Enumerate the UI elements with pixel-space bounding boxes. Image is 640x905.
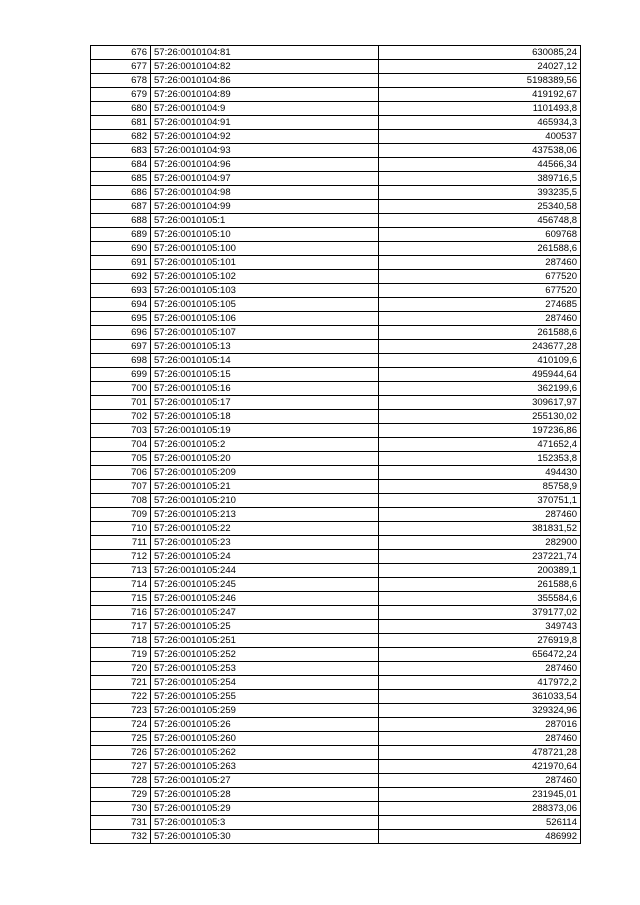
table-row (91, 816, 581, 830)
row-number-cell: 682 (91, 130, 151, 144)
row-number-cell: 729 (91, 788, 151, 802)
row-number-cell: 705 (91, 452, 151, 466)
cadastral-value-cell: 287016 (379, 718, 581, 732)
cadastral-number-cell: 57:26:0010104:81 (151, 46, 379, 60)
row-number-cell: 707 (91, 480, 151, 494)
row-number-cell: 683 (91, 144, 151, 158)
table-row (91, 606, 581, 620)
row-number-cell: 694 (91, 298, 151, 312)
cadastral-number-cell: 57:26:0010105:263 (151, 760, 379, 774)
cadastral-number-cell: 57:26:0010105:251 (151, 634, 379, 648)
cadastral-value-cell: 287460 (379, 732, 581, 746)
cadastral-number-cell: 57:26:0010105:244 (151, 564, 379, 578)
table-row (91, 382, 581, 396)
table-row (91, 116, 581, 130)
cadastral-value-cell: 282900 (379, 536, 581, 550)
cadastral-number-cell: 57:26:0010105:28 (151, 788, 379, 802)
table-row (91, 690, 581, 704)
row-number-cell: 719 (91, 648, 151, 662)
cadastral-number-cell: 57:26:0010104:93 (151, 144, 379, 158)
table-row (91, 186, 581, 200)
cadastral-value-cell: 417972,2 (379, 676, 581, 690)
row-number-cell: 709 (91, 508, 151, 522)
table-row (91, 368, 581, 382)
table-row (91, 620, 581, 634)
cadastral-value-cell: 261588,6 (379, 326, 581, 340)
row-number-cell: 706 (91, 466, 151, 480)
cadastral-number-cell: 57:26:0010105:21 (151, 480, 379, 494)
cadastral-value-cell: 609768 (379, 228, 581, 242)
row-number-cell: 730 (91, 802, 151, 816)
row-number-cell: 726 (91, 746, 151, 760)
cadastral-number-cell: 57:26:0010104:98 (151, 186, 379, 200)
cadastral-value-cell: 200389,1 (379, 564, 581, 578)
cadastral-number-cell: 57:26:0010105:17 (151, 396, 379, 410)
table-row (91, 270, 581, 284)
row-number-cell: 678 (91, 74, 151, 88)
cadastral-number-cell: 57:26:0010104:99 (151, 200, 379, 214)
table-row (91, 788, 581, 802)
cadastral-value-cell: 309617,97 (379, 396, 581, 410)
row-number-cell: 701 (91, 396, 151, 410)
row-number-cell: 728 (91, 774, 151, 788)
table-row (91, 508, 581, 522)
cadastral-number-cell: 57:26:0010105:105 (151, 298, 379, 312)
cadastral-value-cell: 677520 (379, 270, 581, 284)
cadastral-number-cell: 57:26:0010105:213 (151, 508, 379, 522)
table-row (91, 144, 581, 158)
cadastral-value-cell: 471652,4 (379, 438, 581, 452)
cadastral-value-cell: 1101493,8 (379, 102, 581, 116)
cadastral-value-cell: 400537 (379, 130, 581, 144)
row-number-cell: 692 (91, 270, 151, 284)
cadastral-number-cell: 57:26:0010105:106 (151, 312, 379, 326)
cadastral-value-cell: 410109,6 (379, 354, 581, 368)
row-number-cell: 691 (91, 256, 151, 270)
row-number-cell: 677 (91, 60, 151, 74)
cadastral-number-cell: 57:26:0010105:29 (151, 802, 379, 816)
cadastral-value-cell: 381831,52 (379, 522, 581, 536)
cadastral-number-cell: 57:26:0010105:103 (151, 284, 379, 298)
cadastral-number-cell: 57:26:0010105:14 (151, 354, 379, 368)
row-number-cell: 722 (91, 690, 151, 704)
row-number-cell: 687 (91, 200, 151, 214)
row-number-cell: 725 (91, 732, 151, 746)
table-row (91, 466, 581, 480)
table-row (91, 494, 581, 508)
table-row (91, 676, 581, 690)
row-number-cell: 684 (91, 158, 151, 172)
row-number-cell: 679 (91, 88, 151, 102)
table-row (91, 774, 581, 788)
cadastral-value-cell: 456748,8 (379, 214, 581, 228)
cadastral-number-cell: 57:26:0010105:16 (151, 382, 379, 396)
cadastral-number-cell: 57:26:0010105:23 (151, 536, 379, 550)
cadastral-value-cell: 361033,54 (379, 690, 581, 704)
cadastral-value-cell: 494430 (379, 466, 581, 480)
table-row (91, 480, 581, 494)
cadastral-number-cell: 57:26:0010105:246 (151, 592, 379, 606)
table-row (91, 256, 581, 270)
row-number-cell: 688 (91, 214, 151, 228)
cadastral-value-cell: 255130,02 (379, 410, 581, 424)
row-number-cell: 700 (91, 382, 151, 396)
table-row (91, 158, 581, 172)
cadastral-value-cell: 389716,5 (379, 172, 581, 186)
cadastral-number-cell: 57:26:0010105:10 (151, 228, 379, 242)
row-number-cell: 713 (91, 564, 151, 578)
table-row (91, 74, 581, 88)
row-number-cell: 703 (91, 424, 151, 438)
cadastral-value-cell: 287460 (379, 256, 581, 270)
cadastral-number-cell: 57:26:0010105:254 (151, 676, 379, 690)
cadastral-number-cell: 57:26:0010105:3 (151, 816, 379, 830)
cadastral-value-cell: 261588,6 (379, 578, 581, 592)
table-row (91, 396, 581, 410)
cadastral-number-cell: 57:26:0010104:97 (151, 172, 379, 186)
table-row (91, 88, 581, 102)
row-number-cell: 732 (91, 830, 151, 844)
table-row (91, 704, 581, 718)
cadastral-value-cell: 393235,5 (379, 186, 581, 200)
table-row (91, 634, 581, 648)
cadastral-number-cell: 57:26:0010104:96 (151, 158, 379, 172)
row-number-cell: 696 (91, 326, 151, 340)
cadastral-number-cell: 57:26:0010105:260 (151, 732, 379, 746)
row-number-cell: 699 (91, 368, 151, 382)
cadastral-value-cell: 630085,24 (379, 46, 581, 60)
cadastral-number-cell: 57:26:0010105:19 (151, 424, 379, 438)
cadastral-number-cell: 57:26:0010105:27 (151, 774, 379, 788)
cadastral-value-cell: 329324,96 (379, 704, 581, 718)
cadastral-number-cell: 57:26:0010105:245 (151, 578, 379, 592)
cadastral-value-cell: 526114 (379, 816, 581, 830)
row-number-cell: 712 (91, 550, 151, 564)
table-row (91, 550, 581, 564)
cadastral-value-cell: 486992 (379, 830, 581, 844)
cadastral-number-cell: 57:26:0010105:262 (151, 746, 379, 760)
cadastral-value-cell: 656472,24 (379, 648, 581, 662)
cadastral-number-cell: 57:26:0010105:210 (151, 494, 379, 508)
cadastral-number-cell: 57:26:0010105:22 (151, 522, 379, 536)
cadastral-value-cell: 379177,02 (379, 606, 581, 620)
cadastral-value-cell: 5198389,56 (379, 74, 581, 88)
cadastral-number-cell: 57:26:0010105:13 (151, 340, 379, 354)
table-body (91, 46, 581, 844)
cadastral-value-cell: 24027,12 (379, 60, 581, 74)
cadastral-number-cell: 57:26:0010105:2 (151, 438, 379, 452)
row-number-cell: 686 (91, 186, 151, 200)
table-row (91, 536, 581, 550)
cadastral-number-cell: 57:26:0010105:18 (151, 410, 379, 424)
cadastral-value-cell: 349743 (379, 620, 581, 634)
cadastral-value-cell: 419192,67 (379, 88, 581, 102)
cadastral-number-cell: 57:26:0010105:15 (151, 368, 379, 382)
cadastral-number-cell: 57:26:0010104:86 (151, 74, 379, 88)
cadastral-number-cell: 57:26:0010105:247 (151, 606, 379, 620)
table-row (91, 60, 581, 74)
cadastral-value-cell: 261588,6 (379, 242, 581, 256)
cadastral-number-cell: 57:26:0010105:259 (151, 704, 379, 718)
cadastral-number-cell: 57:26:0010104:91 (151, 116, 379, 130)
table-row (91, 46, 581, 60)
table-row (91, 172, 581, 186)
cadastral-value-cell: 362199,6 (379, 382, 581, 396)
table-row (91, 802, 581, 816)
table-row (91, 648, 581, 662)
table-row (91, 564, 581, 578)
row-number-cell: 715 (91, 592, 151, 606)
cadastral-value-cell: 465934,3 (379, 116, 581, 130)
table-row (91, 592, 581, 606)
row-number-cell: 698 (91, 354, 151, 368)
row-number-cell: 718 (91, 634, 151, 648)
cadastral-value-cell: 243677,28 (379, 340, 581, 354)
cadastral-number-cell: 57:26:0010104:92 (151, 130, 379, 144)
cadastral-value-cell: 152353,8 (379, 452, 581, 466)
table-row (91, 760, 581, 774)
table-row (91, 662, 581, 676)
table-row (91, 340, 581, 354)
table-row (91, 326, 581, 340)
cadastral-value-cell: 237221,74 (379, 550, 581, 564)
cadastral-value-cell: 276919,8 (379, 634, 581, 648)
cadastral-number-cell: 57:26:0010105:26 (151, 718, 379, 732)
table-row (91, 214, 581, 228)
table-row (91, 200, 581, 214)
cadastral-value-cell: 370751,1 (379, 494, 581, 508)
row-number-cell: 714 (91, 578, 151, 592)
table-row (91, 284, 581, 298)
cadastral-value-cell: 677520 (379, 284, 581, 298)
row-number-cell: 720 (91, 662, 151, 676)
table-row (91, 732, 581, 746)
table-row (91, 354, 581, 368)
cadastral-value-cell: 355584,6 (379, 592, 581, 606)
row-number-cell: 702 (91, 410, 151, 424)
row-number-cell: 697 (91, 340, 151, 354)
row-number-cell: 690 (91, 242, 151, 256)
row-number-cell: 704 (91, 438, 151, 452)
cadastral-value-cell: 287460 (379, 774, 581, 788)
row-number-cell: 681 (91, 116, 151, 130)
cadastral-value-cell: 437538,06 (379, 144, 581, 158)
cadastral-value-cell: 288373,06 (379, 802, 581, 816)
table-row (91, 130, 581, 144)
row-number-cell: 695 (91, 312, 151, 326)
row-number-cell: 731 (91, 816, 151, 830)
table-row (91, 242, 581, 256)
table-row (91, 746, 581, 760)
cadastral-number-cell: 57:26:0010105:209 (151, 466, 379, 480)
cadastral-number-cell: 57:26:0010105:102 (151, 270, 379, 284)
cadastral-value-cell: 197236,86 (379, 424, 581, 438)
cadastral-number-cell: 57:26:0010104:89 (151, 88, 379, 102)
table-row (91, 312, 581, 326)
cadastral-value-cell: 231945,01 (379, 788, 581, 802)
table-row (91, 102, 581, 116)
cadastral-value-cell: 44566,34 (379, 158, 581, 172)
table-row (91, 718, 581, 732)
table-row (91, 410, 581, 424)
row-number-cell: 723 (91, 704, 151, 718)
cadastral-value-cell: 287460 (379, 312, 581, 326)
cadastral-number-cell: 57:26:0010105:24 (151, 550, 379, 564)
row-number-cell: 721 (91, 676, 151, 690)
cadastral-number-cell: 57:26:0010105:107 (151, 326, 379, 340)
row-number-cell: 676 (91, 46, 151, 60)
cadastral-number-cell: 57:26:0010105:25 (151, 620, 379, 634)
cadastral-number-cell: 57:26:0010105:30 (151, 830, 379, 844)
cadastral-value-cell: 287460 (379, 662, 581, 676)
table-row (91, 298, 581, 312)
row-number-cell: 717 (91, 620, 151, 634)
row-number-cell: 680 (91, 102, 151, 116)
row-number-cell: 710 (91, 522, 151, 536)
cadastral-number-cell: 57:26:0010104:82 (151, 60, 379, 74)
table-row (91, 452, 581, 466)
row-number-cell: 689 (91, 228, 151, 242)
cadastral-value-cell: 25340,58 (379, 200, 581, 214)
cadastral-number-cell: 57:26:0010105:101 (151, 256, 379, 270)
row-number-cell: 708 (91, 494, 151, 508)
cadastral-value-cell: 495944,64 (379, 368, 581, 382)
cadastral-value-cell: 287460 (379, 508, 581, 522)
cadastral-value-cell: 85758,9 (379, 480, 581, 494)
table-row (91, 578, 581, 592)
cadastral-number-cell: 57:26:0010105:100 (151, 242, 379, 256)
cadastral-number-cell: 57:26:0010105:252 (151, 648, 379, 662)
row-number-cell: 693 (91, 284, 151, 298)
cadastral-number-cell: 57:26:0010105:1 (151, 214, 379, 228)
row-number-cell: 724 (91, 718, 151, 732)
table-row (91, 522, 581, 536)
cadastral-number-cell: 57:26:0010104:9 (151, 102, 379, 116)
cadastral-number-cell: 57:26:0010105:255 (151, 690, 379, 704)
cadastral-value-cell: 421970,64 (379, 760, 581, 774)
cadastral-value-cell: 478721,28 (379, 746, 581, 760)
row-number-cell: 727 (91, 760, 151, 774)
table-row (91, 438, 581, 452)
row-number-cell: 716 (91, 606, 151, 620)
table-row (91, 830, 581, 844)
row-number-cell: 711 (91, 536, 151, 550)
cadastral-value-cell: 274685 (379, 298, 581, 312)
table-row (91, 228, 581, 242)
cadastral-number-cell: 57:26:0010105:253 (151, 662, 379, 676)
cadastral-number-cell: 57:26:0010105:20 (151, 452, 379, 466)
table-row (91, 424, 581, 438)
cadastral-value-table (90, 45, 581, 844)
row-number-cell: 685 (91, 172, 151, 186)
